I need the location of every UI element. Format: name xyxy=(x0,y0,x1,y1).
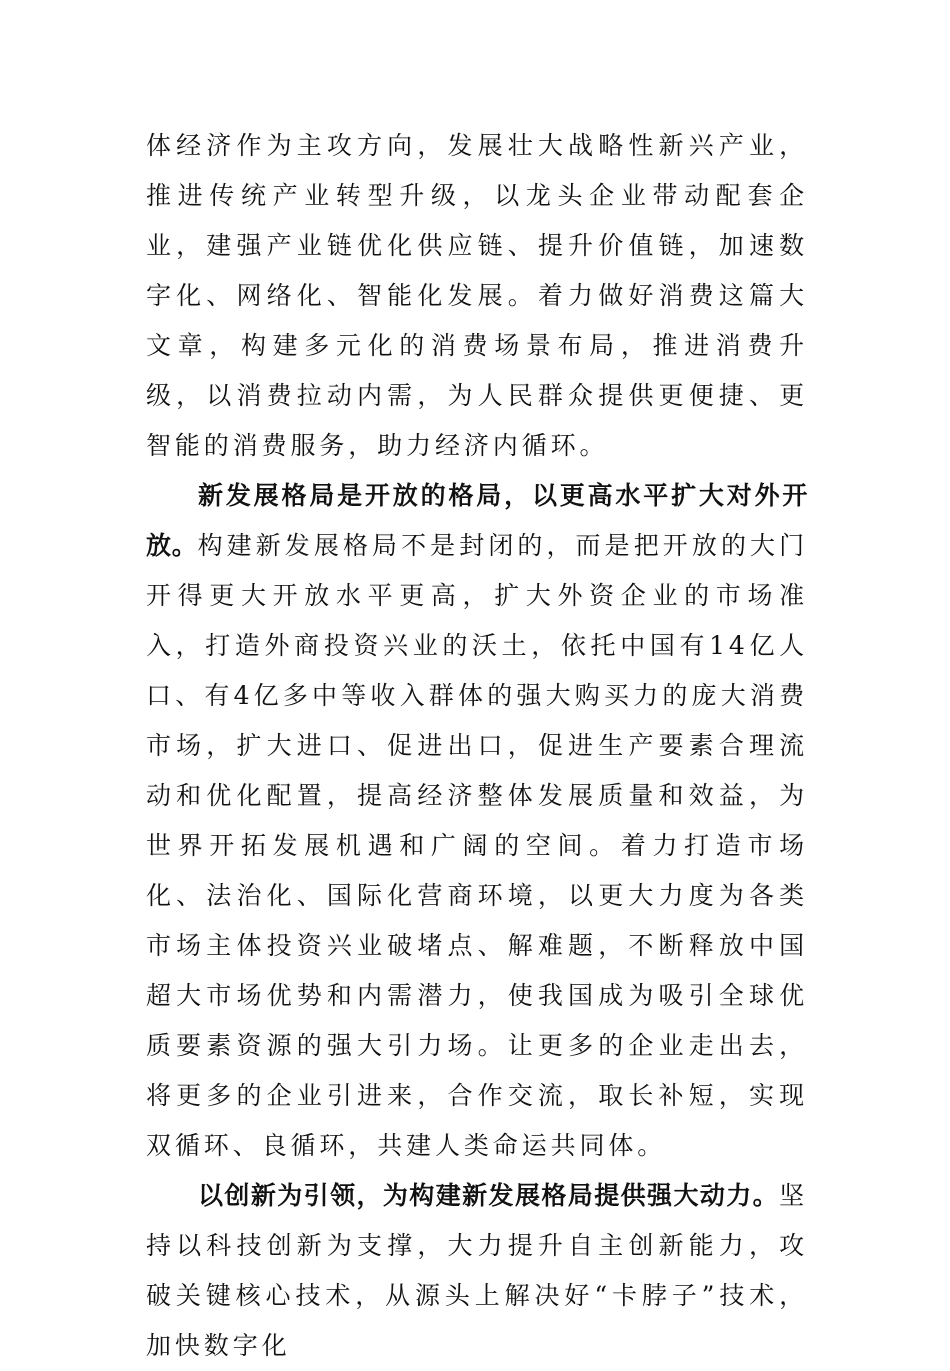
paragraph-3 xyxy=(146,1171,808,1371)
paragraph-1 xyxy=(146,121,808,471)
paragraph-3-text: 坚持以科技创新为支撑，大力提升自主创新能力，攻破关键核心技术，从源头上解决好“卡脖子”技术，加快数字化 xyxy=(146,1181,808,1360)
document-body xyxy=(146,121,808,1371)
paragraph-1-text: 体经济作为主攻方向，发展壮大战略性新兴产业，推进传统产业转型升级，以龙头企业带动配套企业，建强产业链优化供应链、提升价值链，加速数字化、网络化、智能化发展。着力做好消费这篇大文章，构建多元化的消费场景布局，推进消费升级，以消费拉动内需，为人民群众提供更便捷、更智能的消费服务，助力经济内循环。 xyxy=(146,131,808,460)
paragraph-2 xyxy=(146,471,808,1171)
paragraph-3-lead: 以创新为引领，为构建新发展格局提供强大动力。 xyxy=(198,1181,780,1210)
paragraph-2-lead: 新发展格局是开放的格局，以更高水平扩大对外开放。 xyxy=(146,481,808,560)
paragraph-2-text: 构建新发展格局不是封闭的，而是把开放的大门开得更大开放水平更高，扩大外资企业的市场准入，打造外商投资兴业的沃土，依托中国有14亿人口、有4亿多中等收入群体的强大购买力的庞大消费市场，扩大进口、促进出口，促进生产要素合理流动和优化配置，提高经济整体发展质量和效益，为世界开拓发展机遇和广阔的空间。着力打造市场化、法治化、国际化营商环境，以更大力度为各类市场主体投资兴业破堵点、解难题，不断释放中国超大市场优势和内需潜力，使我国成为吸引全球优质要素资源的强大引力场。让更多的企业走出去，将更多的企业引进来，合作交流，取长补短，实现双循环、良循环，共建人类命运共同体。 xyxy=(146,531,809,1160)
